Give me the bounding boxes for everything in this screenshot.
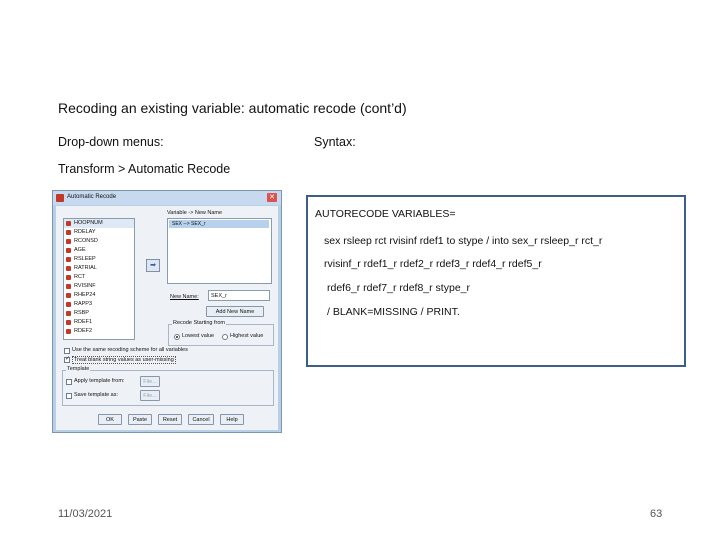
same-scheme-checkbox[interactable] <box>64 348 70 354</box>
slide-title: Recoding an existing variable: automatic recode (cont’d) <box>58 100 407 116</box>
syntax-line: rdef6_r rdef7_r rdef8_r stype_r <box>327 282 470 294</box>
variable-list-item[interactable]: RSLEEP <box>64 255 134 264</box>
dialog-titlebar <box>53 191 281 205</box>
variable-list-item[interactable]: HOOPNUM <box>64 219 134 228</box>
variable-list-item[interactable]: RDELAY <box>64 228 134 237</box>
template-group <box>62 370 274 406</box>
variable-list-item[interactable]: RCONSD <box>64 237 134 246</box>
cancel-button[interactable]: Cancel <box>188 414 214 425</box>
lowest-value-label: Lowest value <box>182 333 215 339</box>
recode-starting-title: Recode Starting from <box>173 320 225 326</box>
ok-button[interactable]: OK <box>98 414 122 425</box>
close-icon[interactable]: ✕ <box>267 193 277 202</box>
treat-blank-checkbox[interactable] <box>64 357 70 363</box>
variable-list-item[interactable]: RCT <box>64 273 134 282</box>
menu-path-label: Transform > Automatic Recode <box>58 162 231 176</box>
spss-app-icon <box>56 194 64 202</box>
syntax-label: Syntax: <box>314 135 356 149</box>
variable-mapping-list[interactable] <box>167 218 272 284</box>
variable-list-item[interactable]: RDEF2 <box>64 327 134 336</box>
variable-list-item[interactable]: RDEF1 <box>64 318 134 327</box>
apply-template-label: Apply template from: <box>74 378 125 384</box>
same-scheme-label: Use the same recoding scheme for all variables <box>72 347 188 353</box>
variable-list-item[interactable]: AGE <box>64 246 134 255</box>
syntax-line: rvisinf_r rdef1_r rdef2_r rdef3_r rdef4_r rdef5_r <box>324 258 542 270</box>
lowest-value-radio[interactable] <box>174 334 180 340</box>
save-template-checkbox[interactable] <box>66 393 72 399</box>
treat-blank-label: Treat blank string values as user-missing <box>74 357 174 363</box>
automatic-recode-dialog <box>52 190 282 433</box>
syntax-line: AUTORECODE VARIABLES= <box>315 208 456 220</box>
highest-value-radio[interactable] <box>222 334 228 340</box>
dialog-title: Automatic Recode <box>67 194 117 200</box>
mapping-selected-item[interactable]: SEX --> SEX_r <box>169 220 269 228</box>
reset-button[interactable]: Reset <box>158 414 182 425</box>
dropdown-menus-label: Drop-down menus: <box>58 135 164 149</box>
new-name-input[interactable]: SEX_r <box>208 290 270 301</box>
apply-template-checkbox[interactable] <box>66 379 72 385</box>
save-template-label: Save template as: <box>74 392 119 398</box>
save-template-file-button[interactable]: File... <box>140 390 160 401</box>
apply-template-file-button[interactable]: File... <box>140 376 160 387</box>
new-name-label: New Name: <box>170 294 199 300</box>
dialog-body <box>56 206 278 430</box>
mapping-label: Variable -> New Name <box>167 210 223 216</box>
footer-date: 11/03/2021 <box>58 508 113 520</box>
help-button[interactable]: Help <box>220 414 244 425</box>
syntax-line: sex rsleep rct rvisinf rdef1 to stype / into sex_r rsleep_r rct_r <box>324 235 603 247</box>
move-variable-arrow-button[interactable]: ➡ <box>146 259 160 272</box>
variable-list-item[interactable]: RVISINF <box>64 282 134 291</box>
add-new-name-button[interactable]: Add New Name <box>206 306 264 317</box>
syntax-line: / BLANK=MISSING / PRINT. <box>327 306 460 318</box>
variable-list-item[interactable]: RAPP3 <box>64 300 134 309</box>
variable-list-item[interactable]: RSBP <box>64 309 134 318</box>
variable-list[interactable] <box>63 218 135 340</box>
template-title: Template <box>67 366 90 372</box>
page-number: 63 <box>650 508 663 520</box>
variable-list-item[interactable]: RHEP24 <box>64 291 134 300</box>
highest-value-label: Highest value <box>230 333 264 339</box>
syntax-box <box>306 195 686 367</box>
paste-button[interactable]: Paste <box>128 414 152 425</box>
variable-list-item[interactable]: RATRIAL <box>64 264 134 273</box>
